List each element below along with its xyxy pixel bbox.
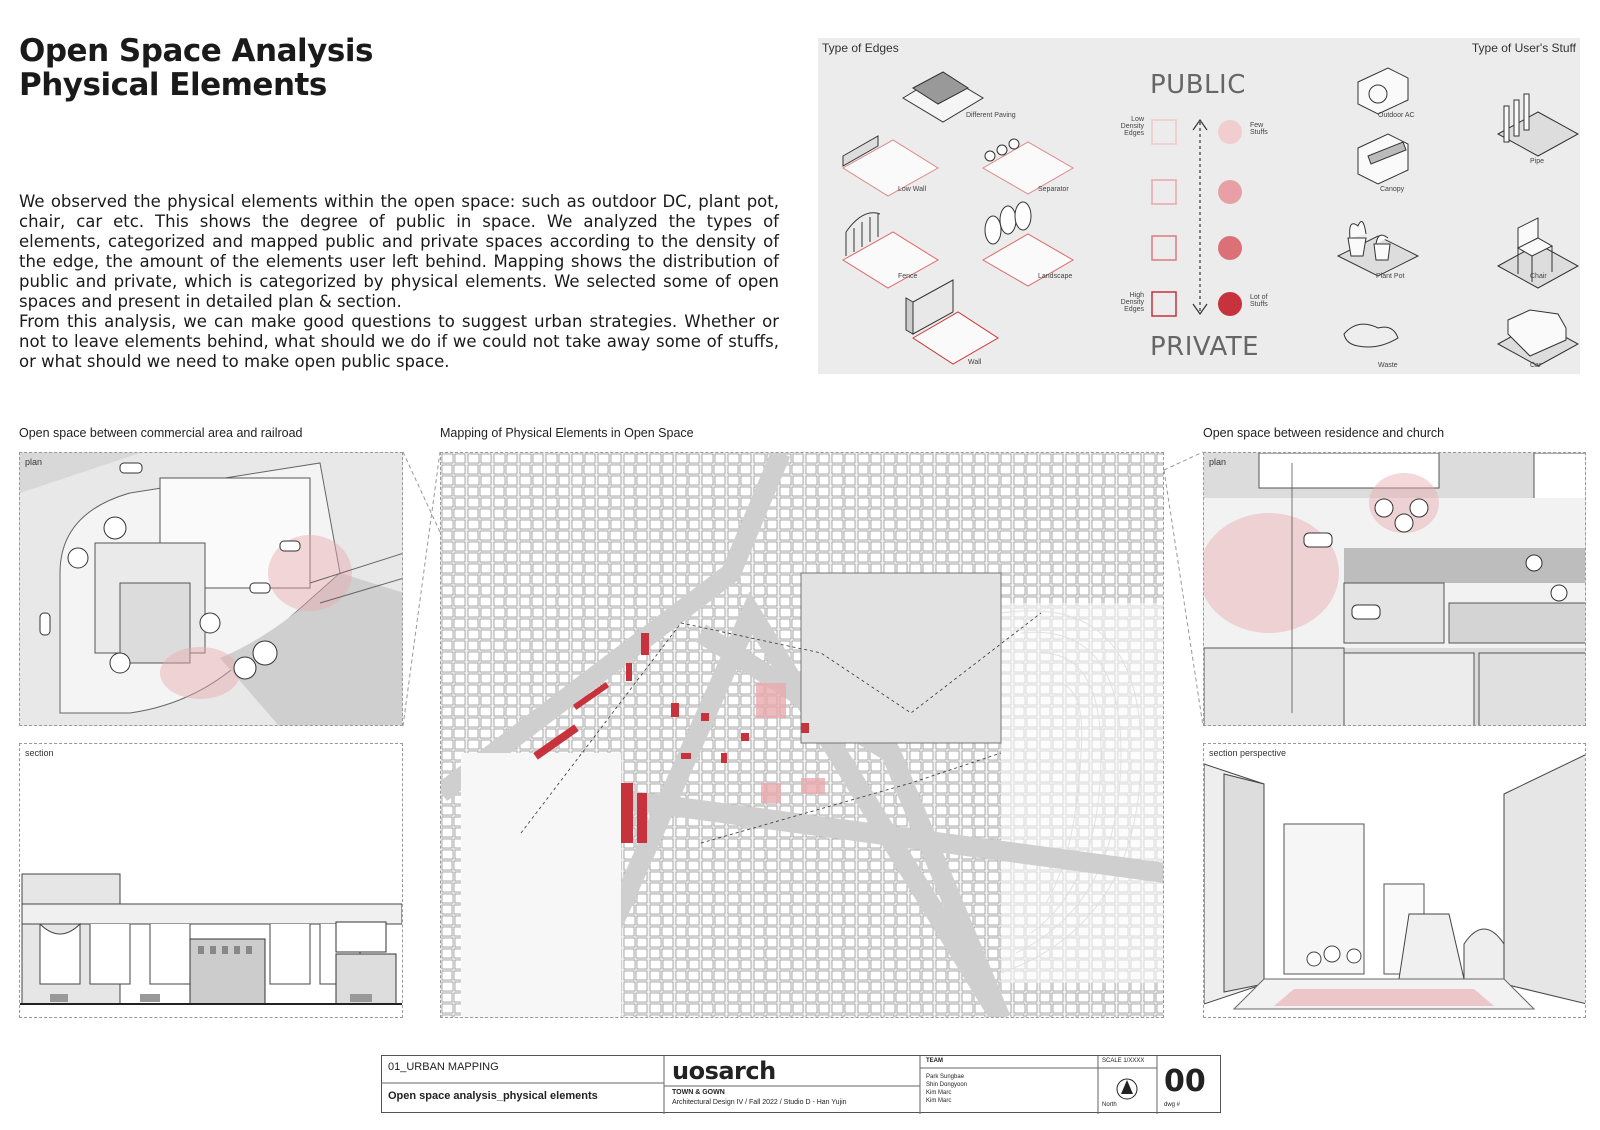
- pipe-icon: [1498, 94, 1578, 156]
- team-member: Kim Marc: [926, 1090, 952, 1096]
- left-plan-tag: plan: [25, 457, 43, 467]
- caption-left: Open space between commercial area and railroad: [19, 426, 303, 440]
- description-paragraph-1: We observed the physical elements within the open space: such as outdoor DC, plant pot, chair, car etc. This shows the degree of public in space. We analyzed the types of elements, categorized and mapped public and private spaces according to the density of the edge, the amount of the elements user left behind. Mapping shows the distribution of public and private, which is categorized by physical elements. We selected some of open spaces and present in detailed plan & section.: [19, 192, 779, 311]
- course-subtitle: Architectural Design IV / Fall 2022 / Studio D - Han Yujin: [672, 1099, 847, 1106]
- title-block: [381, 1055, 1221, 1113]
- left-section-tag: section: [25, 748, 54, 758]
- plant-pot-icon: [1338, 222, 1418, 277]
- stage-label: 01_URBAN MAPPING: [388, 1061, 499, 1073]
- team-member: Shin Dongyoon: [926, 1082, 968, 1088]
- edge-label-fence: Fence: [898, 273, 918, 280]
- edge-label-different-paving: Different Paving: [966, 112, 1016, 119]
- sheet-title: Open space analysis_physical elements: [388, 1090, 598, 1102]
- stuff-label-plant-pot: Plant Pot: [1376, 273, 1405, 280]
- vertical-arrow: [1193, 120, 1207, 314]
- edges-title: Type of Edges: [822, 41, 899, 55]
- outdoor-ac-icon: [1358, 68, 1408, 114]
- title-line-1: Open Space Analysis: [19, 33, 373, 69]
- dwg-label: dwg #: [1164, 1102, 1181, 1108]
- left-section-panel: [19, 743, 403, 1018]
- lot-of-stuffs-label: Lot of Stuffs: [1250, 294, 1268, 308]
- edge-label-low-wall: Low Wall: [898, 186, 927, 193]
- description: [19, 192, 779, 372]
- north-label: North: [1102, 1102, 1117, 1108]
- high-density-label: High Density Edges: [1120, 292, 1144, 313]
- edge-label-wall: Wall: [968, 359, 982, 366]
- stuff-scale: [1218, 120, 1242, 316]
- page-title: [19, 34, 373, 102]
- right-plan-panel: [1203, 452, 1586, 726]
- caption-right: Open space between residence and church: [1203, 426, 1445, 440]
- description-paragraph-2: From this analysis, we can make good questions to suggest urban strategies. Whether or not to leave elements behind, what should we do if we could not take away some of stuffs, or what should we need to make open public space.: [19, 312, 779, 371]
- public-label: PUBLIC: [1150, 70, 1246, 100]
- canopy-icon: [1358, 134, 1408, 184]
- edge-label-separator: Separator: [1038, 186, 1069, 193]
- dwg-number: 00: [1164, 1064, 1206, 1099]
- stuff-label-canopy: Canopy: [1380, 186, 1405, 193]
- caption-center: Mapping of Physical Elements in Open Space: [440, 426, 694, 440]
- density-scale: [1152, 120, 1176, 316]
- mapping-drawing: [441, 453, 1164, 1018]
- left-section-drawing: [20, 744, 403, 1018]
- right-section-tag: section perspective: [1209, 748, 1287, 758]
- uosarch-logo: uosarch: [672, 1057, 776, 1085]
- left-plan-drawing: [20, 453, 403, 726]
- team-label: TEAM: [926, 1058, 943, 1064]
- team-list: [926, 1073, 967, 1105]
- right-plan-tag: plan: [1209, 457, 1227, 467]
- stuff-label-chair: Chair: [1530, 273, 1547, 280]
- stuff-label-waste: Waste: [1378, 362, 1398, 369]
- stuff-title: Type of User's Stuff: [1471, 41, 1576, 55]
- car-icon: [1498, 310, 1578, 366]
- title-line-2: Physical Elements: [19, 67, 327, 103]
- stuff-label-car: Car: [1530, 362, 1542, 369]
- waste-icon: [1344, 324, 1398, 347]
- edge-label-landscape: Landscape: [1038, 273, 1073, 280]
- team-member: Kim Marc: [926, 1098, 952, 1104]
- right-plan-drawing: [1204, 453, 1586, 726]
- mapping-panel: [440, 452, 1164, 1018]
- course-title: TOWN & GOWN: [672, 1089, 725, 1096]
- left-plan-panel: [19, 452, 403, 726]
- stuff-label-pipe: Pipe: [1530, 158, 1545, 165]
- legend-panel: [818, 38, 1580, 374]
- team-member: Park Sungbae: [926, 1074, 965, 1080]
- right-section-panel: [1203, 743, 1586, 1018]
- scale-label: SCALE 1/XXXX: [1102, 1058, 1145, 1064]
- right-section-drawing: [1204, 744, 1586, 1018]
- few-stuffs-label: Few Stuffs: [1250, 122, 1268, 136]
- stuff-label-outdoor-ac: Outdoor AC: [1378, 112, 1415, 119]
- wall-icon: [906, 280, 998, 364]
- private-label: PRIVATE: [1150, 332, 1260, 362]
- fence-icon: [843, 213, 938, 288]
- north-arrow-icon: [1117, 1079, 1137, 1099]
- low-density-label: Low Density Edges: [1120, 116, 1144, 137]
